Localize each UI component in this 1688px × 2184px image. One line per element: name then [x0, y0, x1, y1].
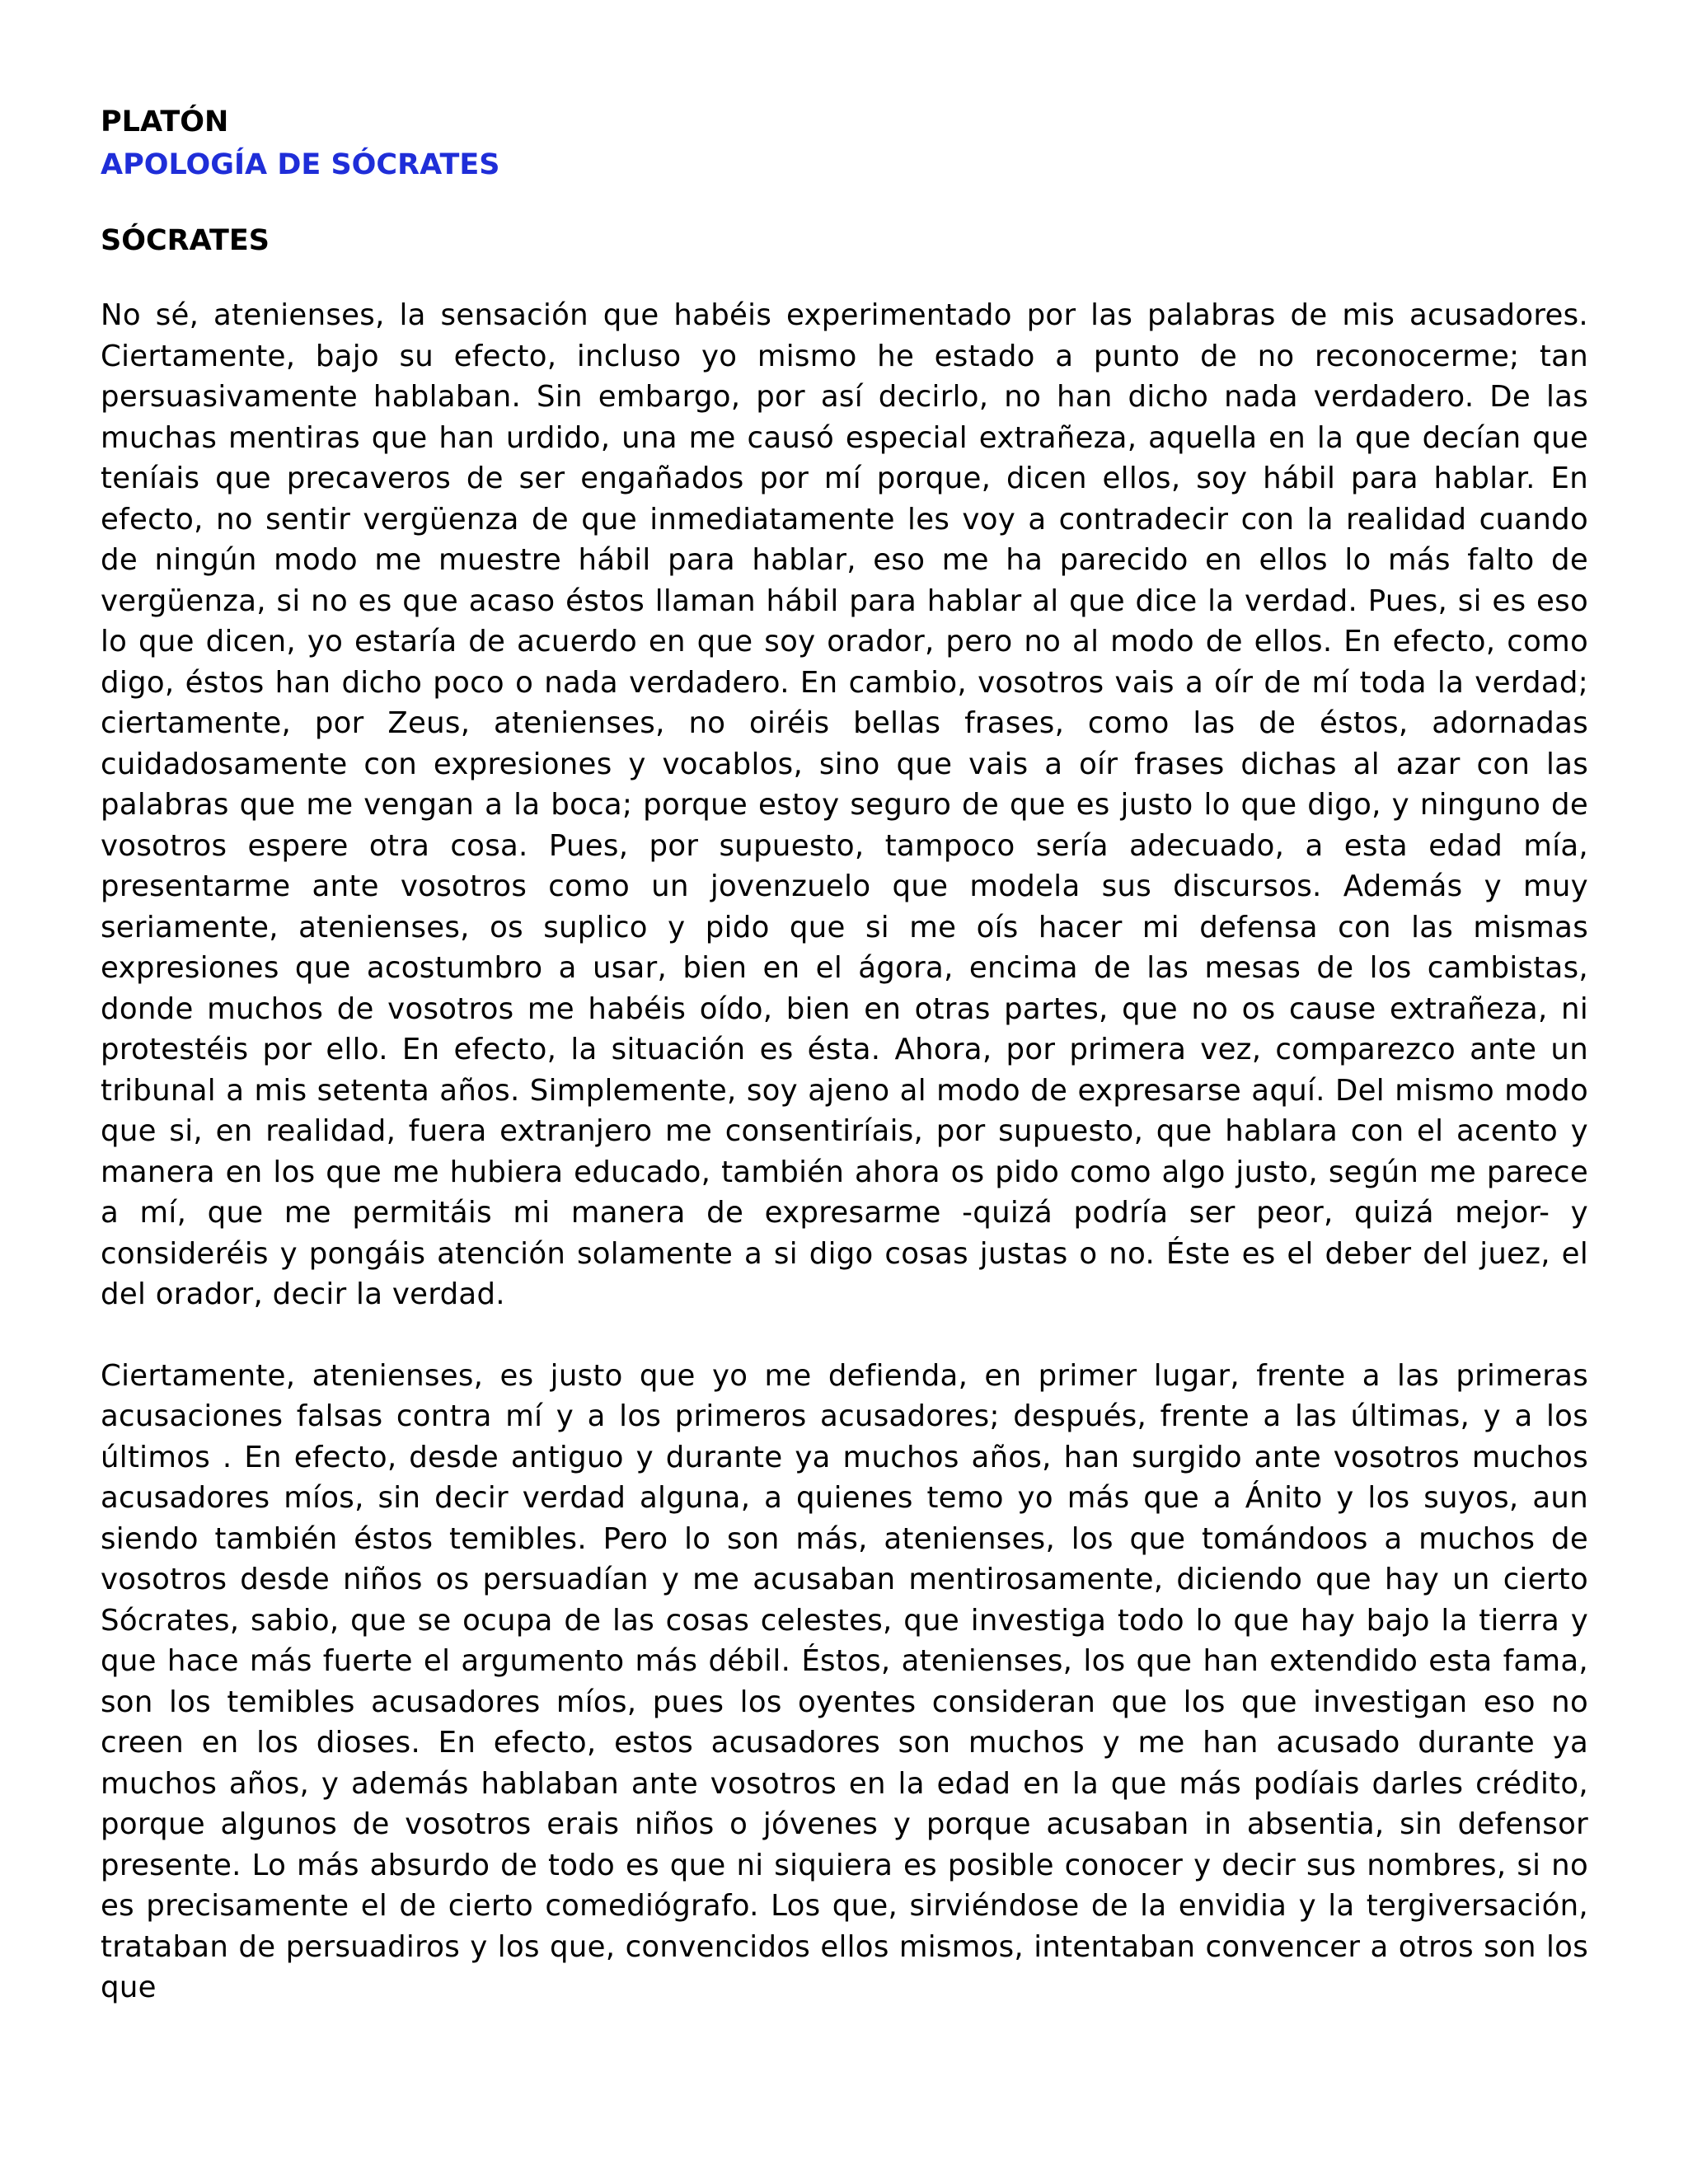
author-heading: PLATÓN	[101, 105, 229, 138]
document-title: APOLOGÍA DE SÓCRATES	[101, 148, 500, 181]
document-page	[101, 101, 1588, 2049]
body-paragraph: No sé, atenienses, la sensación que habéis experimentado por las palabras de mis acusadores. Ciertamente, bajo su efecto, incluso yo mismo he estado a punto de no reconocerme; tan persuasivamente hablaban. Sin embargo, por así decirlo, no han dicho nada verdadero. De las muchas mentiras que han urdido, una me causó especial extrañeza, aquella en la que decían que teníais que precaveros de ser engañados por mí porque, dicen ellos, soy hábil para hablar. En efecto, no sentir vergüenza de que inmediatamente les voy a contradecir con la realidad cuando de ningún modo me muestre hábil para hablar, eso me ha parecido en ellos lo más falto de vergüenza, si no es que acaso éstos llaman hábil para hablar al que dice la verdad. Pues, si es eso lo que dicen, yo estaría de acuerdo en que soy orador, pero no al modo de ellos. En efecto, como digo, éstos han dicho poco o nada verdadero. En cambio, vosotros vais a oír de mí toda la verdad; ciertamente, por Zeus, atenienses, no oiréis bellas frases, como las de éstos, adornadas cuidadosamente con expresiones y vocablos, sino que vais a oír frases dichas al azar con las palabras que me vengan a la boca; porque estoy seguro de que es justo lo que digo, y ninguno de vosotros espere otra cosa. Pues, por supuesto, tampoco sería adecuado, a esta edad mía, presentarme ante vosotros como un jovenzuelo que modela sus discursos. Además y muy seriamente, atenienses, os suplico y pido que si me oís hacer mi defensa con las mismas expresiones que acostumbro a usar, bien en el ágora, encima de las mesas de los cambistas, donde muchos de vosotros me habéis oído, bien en otras partes, que no os cause extrañeza, ni protestéis por ello. En efecto, la situación es ésta. Ahora, por primera vez, comparezco ante un tribunal a mis setenta años. Simplemente, soy ajeno al modo de expresarse aquí. Del mismo modo que si, en realidad, fuera extranjero me consentiríais, por supuesto, que hablara con el acento y manera en los que me hubiera educado, también ahora os pido como algo justo, según me parece a mí, que me permitáis mi manera de expresarme -quizá podría ser peor, quizá mejor- y consideréis y pongáis atención solamente a si digo cosas justas o no. Éste es el deber del juez, el del orador, decir la verdad.	[101, 298, 1588, 1311]
speaker-heading: SÓCRATES	[101, 224, 270, 257]
body-paragraph: Ciertamente, atenienses, es justo que yo me defienda, en primer lugar, frente a las primeras acusaciones falsas contra mí y a los primeros acusadores; después, frente a las últimas, y a los últimos . En efecto, desde antiguo y durante ya muchos años, han surgido ante vosotros muchos acusadores míos, sin decir verdad alguna, a quienes temo yo más que a Ánito y los suyos, aun siendo también éstos temibles. Pero lo son más, atenienses, los que tomándoos a muchos de vosotros desde niños os persuadían y me acusaban mentirosamente, diciendo que hay un cierto Sócrates, sabio, que se ocupa de las cosas celestes, que investiga todo lo que hay bajo la tierra y que hace más fuerte el argumento más débil. Éstos, atenienses, los que han extendido esta fama, son los temibles acusadores míos, pues los oyentes consideran que los que investigan eso no creen en los dioses. En efecto, estos acusadores son muchos y me han acusado durante ya muchos años, y además hablaban ante vosotros en la edad en la que más podíais darles crédito, porque algunos de vosotros erais niños o jóvenes y porque acusaban in absentia, sin defensor presente. Lo más absurdo de todo es que ni siquiera es posible conocer y decir sus nombres, si no es precisamente el de cierto comediógrafo. Los que, sirviéndose de la envidia y la tergiversación, trataban de persuadiros y los que, convencidos ellos mismos, intentaban convencer a otros son los que	[101, 1358, 1588, 2004]
